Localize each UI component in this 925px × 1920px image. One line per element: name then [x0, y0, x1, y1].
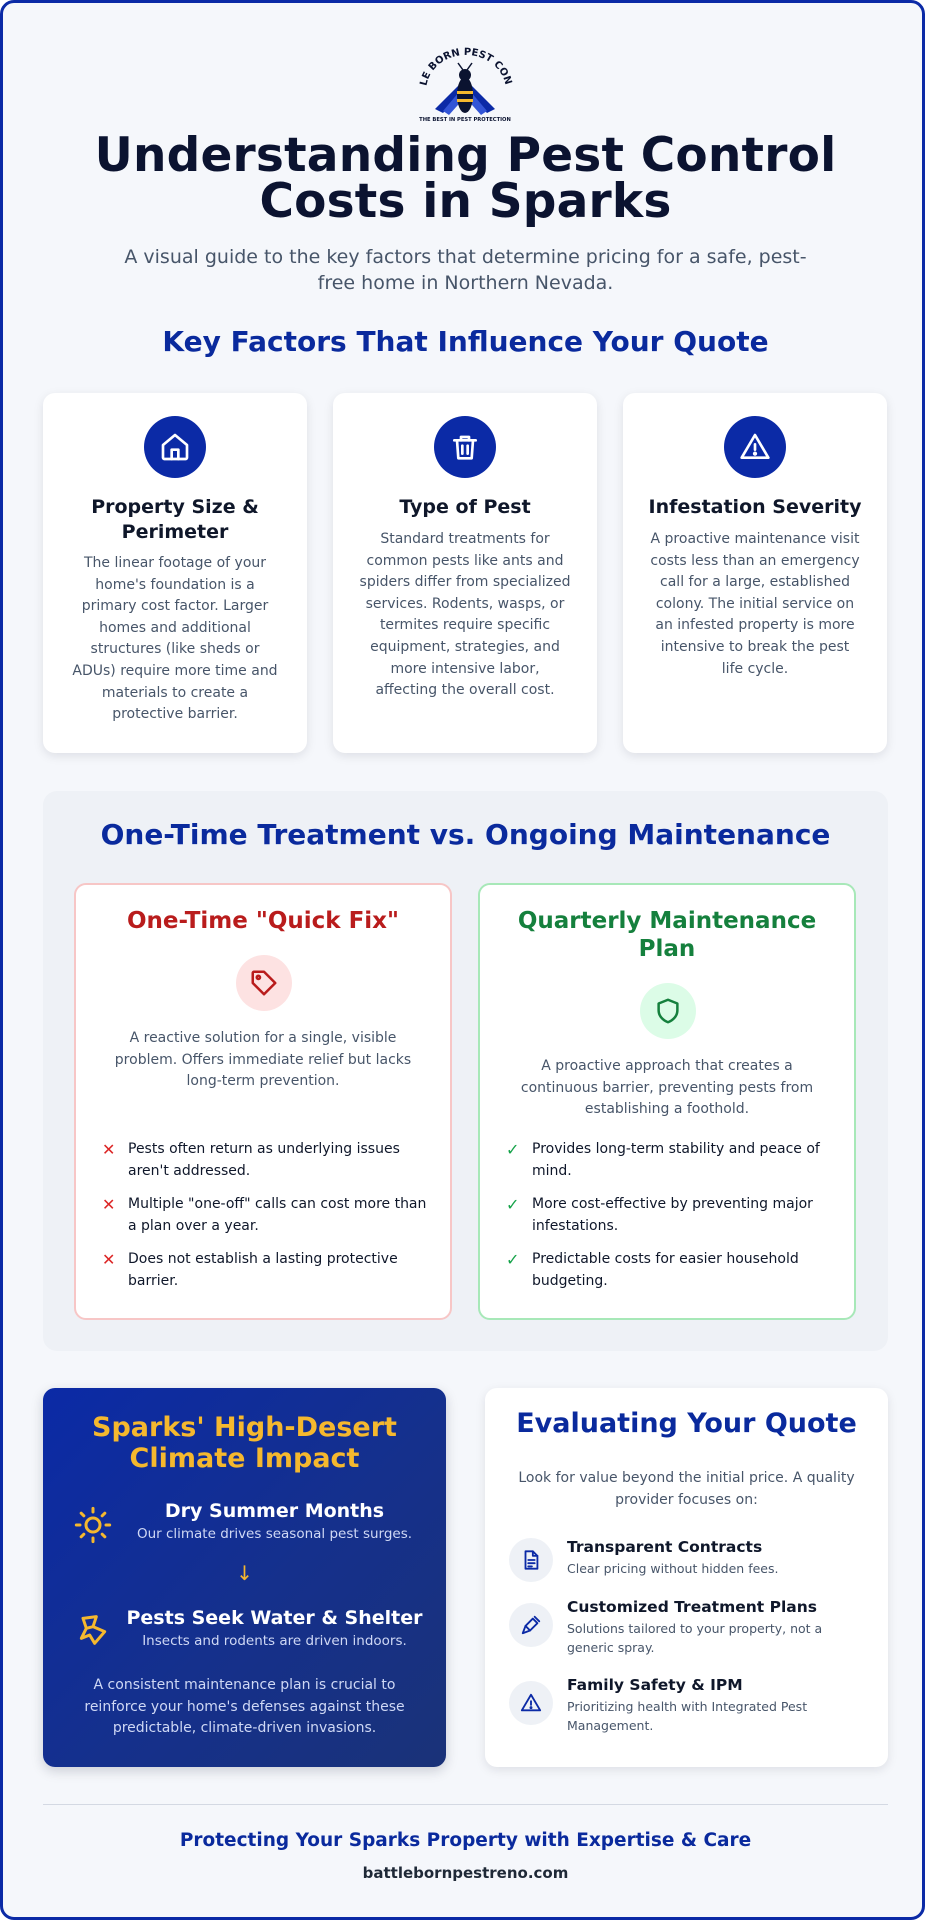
factor-title: Infestation Severity [648, 496, 862, 518]
factor-card-pest-type [333, 393, 597, 753]
list-item: ✓ Provides long-term stability and peace of mind. [506, 1140, 820, 1179]
shield-icon [640, 983, 696, 1039]
climate-step-subtitle: Insects and rodents are driven indoors. [142, 1633, 407, 1649]
brand-logo[interactable] [413, 39, 518, 125]
list-item: ✕ Multiple "one-off" calls can cost more than a plan over a year. [102, 1195, 427, 1234]
plan-title: Quarterly Maintenance Plan [517, 908, 817, 962]
list-item: ✕ Pests often return as underlying issues aren't addressed. [102, 1140, 400, 1179]
list-item: ✓ Predictable costs for easier household budgeting. [506, 1250, 799, 1289]
factor-title: Type of Pest [399, 496, 531, 518]
list-item: ✕ Does not establish a lasting protective barrier. [102, 1250, 398, 1289]
evaluate-title: Evaluating Your Quote [516, 1408, 857, 1439]
evaluate-item-title: Customized Treatment Plans [567, 1598, 817, 1616]
pest-icon [73, 1610, 113, 1650]
plan-description: A reactive solution for a single, visible problem. Offers immediate relief but lacks long-term prevention. [114, 1030, 412, 1090]
climate-step-subtitle: Our climate drives seasonal pest surges. [136, 1526, 413, 1542]
svg-text:THE BEST IN PEST PROTECTION: THE BEST IN PEST PROTECTION [419, 117, 511, 123]
factors-heading: Key Factors That Influence Your Quote [162, 325, 769, 358]
document-icon [509, 1538, 553, 1582]
quarterly-plan-card [478, 883, 856, 1320]
arrow-down-icon: ↓ [236, 1561, 253, 1585]
house-icon [144, 416, 206, 478]
climate-step-title: Dry Summer Months [164, 1500, 385, 1522]
footer-tagline: Protecting Your Sparks Property with Expertise & Care [179, 1830, 752, 1851]
list-item: ✓ More cost-effective by preventing major infestations. [506, 1195, 813, 1234]
climate-title: Sparks' High-Desert Climate Impact [92, 1412, 397, 1474]
evaluate-item-subtitle: Clear pricing without hidden fees. [567, 1561, 779, 1576]
evaluate-item-title: Transparent Contracts [567, 1538, 763, 1556]
factor-card-severity [623, 393, 887, 753]
x-mark-icon: ✕ [102, 1140, 116, 1159]
plan-description: A proactive approach that creates a continuous barrier, preventing pests from establishing a foothold. [520, 1058, 814, 1118]
warning-icon [509, 1681, 553, 1725]
evaluate-intro: Look for value beyond the initial price. A quality provider focuses on: [518, 1470, 855, 1508]
plan-title: One-Time "Quick Fix" [127, 908, 399, 934]
evaluate-item-subtitle: Solutions tailored to your property, not a generic spray. [567, 1621, 823, 1655]
footer-website-link[interactable]: battlebornpestreno.com [362, 1864, 569, 1882]
sprayer-icon [509, 1603, 553, 1647]
svg-text:BATTLE BORN PEST CONTROL: LE BORN PEST CON [418, 46, 514, 87]
comparison-heading: One-Time Treatment vs. Ongoing Maintenance [100, 818, 831, 851]
x-mark-icon: ✕ [102, 1195, 116, 1215]
evaluate-item-subtitle: Prioritizing health with Integrated Pest Management. [567, 1699, 808, 1733]
check-mark-icon: ✓ [506, 1250, 520, 1270]
title-line-2: Costs in Sparks [259, 174, 672, 229]
plan-drawbacks-list [102, 1139, 430, 1305]
page-title [43, 128, 888, 229]
evaluate-item-title: Family Safety & IPM [567, 1676, 743, 1694]
tag-icon [236, 955, 292, 1011]
climate-step-title: Pests Seek Water & Shelter [126, 1607, 423, 1629]
title-line-1: Understanding Pest Control [94, 128, 837, 183]
sun-icon [73, 1505, 113, 1545]
climate-impact-card [43, 1388, 446, 1767]
climate-footer-text: A consistent maintenance plan is crucial to reinforce your home's defenses against these predictable, climate-driven invasions. [84, 1677, 405, 1737]
trash-icon [434, 416, 496, 478]
plan-benefits-list [506, 1139, 834, 1305]
evaluate-quote-card [485, 1388, 888, 1767]
footer-divider [43, 1804, 888, 1805]
check-mark-icon: ✓ [506, 1140, 520, 1159]
factor-card-property-size [43, 393, 307, 753]
factor-body: Standard treatments for common pests like ants and spiders differ from specialized services. Rodents, wasps, or termites require specific equipment, strategies, and more intensive labor, affecting the overall cost. [359, 531, 571, 699]
warning-icon [724, 416, 786, 478]
x-mark-icon: ✕ [102, 1250, 116, 1270]
bee-logo-icon [413, 39, 518, 125]
check-mark-icon: ✓ [506, 1195, 520, 1215]
page-subtitle: A visual guide to the key factors that determine pricing for a safe, pest-free home in Northern Nevada. [124, 246, 807, 294]
factor-title: Property Size & Perimeter [91, 496, 259, 543]
factor-body: The linear footage of your home's foundation is a primary cost factor. Larger homes and additional structures (like sheds or ADUs) require more time and materials to create a protective barrier. [72, 555, 278, 723]
one-time-plan-card [74, 883, 452, 1320]
factor-body: A proactive maintenance visit costs less than an emergency call for a large, established colony. The initial service on an infested property is more intensive to break the pest life cycle. [650, 531, 860, 677]
